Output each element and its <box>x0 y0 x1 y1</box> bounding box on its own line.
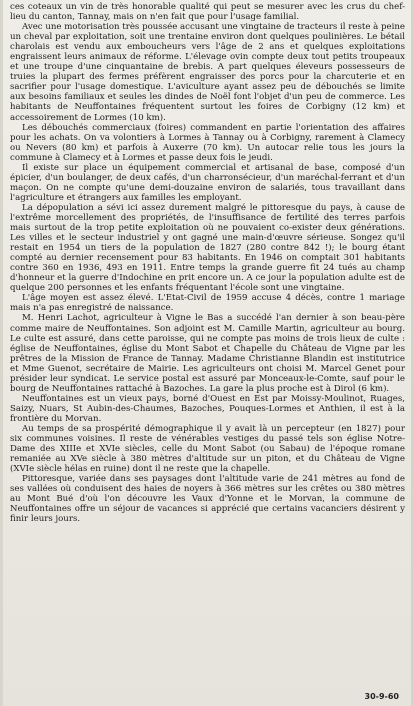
paper-edge-left <box>0 0 3 706</box>
paragraph-6: L'âge moyen est assez élevé. L'Etat-Civil de 1959 accuse 4 décès, contre 1 mariage mais n'a pas enregistré de naissance. <box>10 293 405 314</box>
paragraph-9: Au temps de sa prospérité démographique il y avait là un percepteur (en 1827) pour six communes voisines. Il reste de vénérables vestiges du passé tels son église Notre-Dame des XIIIe et XVIe siècles, celle du Mont Sabot (ou Sabau) de l'époque romane remaniée au XVe siècle à 380 mètres d'altitude sur un piton, et du Château de Vigne (XVIe siècle hélas en ruine) dont il ne reste que la chapelle. <box>10 423 405 475</box>
paragraph-2: Avec une motorisation très poussée accusant une vingtaine de tracteurs il reste à peine un cheval par exploitation, soit une trentaine environ dont quelques poulinières. Le bétail charolais est vendu aux emboucheurs vers l'âge de 2 ans et quelques exploitations engraissent leurs animaux de réforme. L'élevage ovin compte deux tout petits troupeaux et une troupe d'une cinquantaine de brebis. A part quelques éleveurs possesseurs de truies la plupart des fermes préfèrent engraisser des porcs pour la charcuterie et en sacrifier pour l'usage domestique. L'aviculture ayant assez peu de débouchés se limite aux besoins familiaux et seules les dindes de Noël font l'objet d'un peu de commerce. Les habitants de Neuffontaines fréquentent surtout les foires de Corbigny (12 km) et accessoirement de Lormes (10 km). <box>10 22 405 123</box>
paragraph-4: Il existe sur place un équipement commercial et artisanal de base, composé d'un épicier, d'un boulanger, de deux cafés, d'un charronsécieur, d'un maréchal-ferrant et d'un maçon. On ne compte qu'une demi-douzaine environ de salariés, tous travaillant dans l'agriculture et étrangers aux familles les employant. <box>10 162 405 203</box>
paragraph-7: M. Henri Lachot, agriculteur à Vigne le Bas a succédé l'an dernier à son beau-père comme maire de Neuffontaines. Son adjoint est M. Camille Martin, agriculteur au bourg. Le culte est assuré, dans cette paroisse, qui ne compte pas moins de trois lieux de culte : église de Neuffontaines, église du Mont Sabot et Chapelle du Château de Vigne par les prêtres de la Mission de France de Tannay. Madame Christianne Blandin est institutrice et Mme Guenot, secrétaire de Mairie. Les agriculteurs ont choisi M. Marcel Genet pour présider leur syndicat. Le service postal est assuré par Monceaux-le-Comte, sauf pour le bourg de Neuffontaines rattaché à Bazoches. La gare la plus proche est à Dirol (6 km). <box>10 313 405 394</box>
paragraph-8: Neuffontaines est un vieux pays, borné d'Ouest en Est par Moissy-Moulinot, Ruages, Saizy, Nuars, St Aubin-des-Chaumes, Bazoches, Pouques-Lormes et Anthien, il est à la frontière du Morvan. <box>10 393 405 424</box>
paragraph-5: La dépopulation a sévi ici assez durement malgré le pittoresque du pays, à cause de l'extrême morcellement des propriétés, de l'insuffisance de fertilité des terres parfois mais surtout de la trop petite exploitation où ne pouvaient co-exister deux générations. Les villes et le secteur industriel y ont gagné une main-d'œuvre sérieuse. Songez qu'il restait en 1954 un tiers de la population de 1827 (280 contre 842 !); le bourg étant compté au dernier recensement pour 83 habitants. En 1946 on comptait 301 habitants contre 360 en 1936, 493 en 1911. Entre temps la grande guerre fit 24 tués au champ d'honneur et la guerre d'Indochine en prit encore un. A ce jour la population adulte est de quelque 200 personnes et les enfants fréquentant l'école sont une vingtaine. <box>10 202 405 294</box>
paragraph-3: Les débouchés commerciaux (foires) commandent en partie l'orientation des affaires pour les achats. On va volontiers à Lormes à Tannay ou à Corbigny, rarement à Clamecy ou Nevers (80 km) et parfois à Auxerre (70 km). Un autocar relie tous les jours la commune à Clamecy et à Lormes et passe deux fois le jeudi. <box>10 122 405 163</box>
paragraph-10: Pittoresque, variée dans ses paysages dont l'altitude varie de 241 mètres au fond de ses vallées où conduisent des haies de noyers à 366 mètres sur les crêtes ou 380 mètres au Mont Bué d'où l'on découvre les Vaux d'Yonne et le Morvan, la commune de Neuffontaines offre un séjour de vacances si apprécié que certains vacanciers désirent y finir leurs jours. <box>10 474 405 525</box>
clipping-date: 30-9-60 <box>364 691 399 701</box>
paragraph-1: ces coteaux un vin de très honorable qualité qui peut se mesurer avec les crus du chef-lieu du canton, Tannay, mais on n'en fait que pour l'usage familial. <box>10 2 405 23</box>
